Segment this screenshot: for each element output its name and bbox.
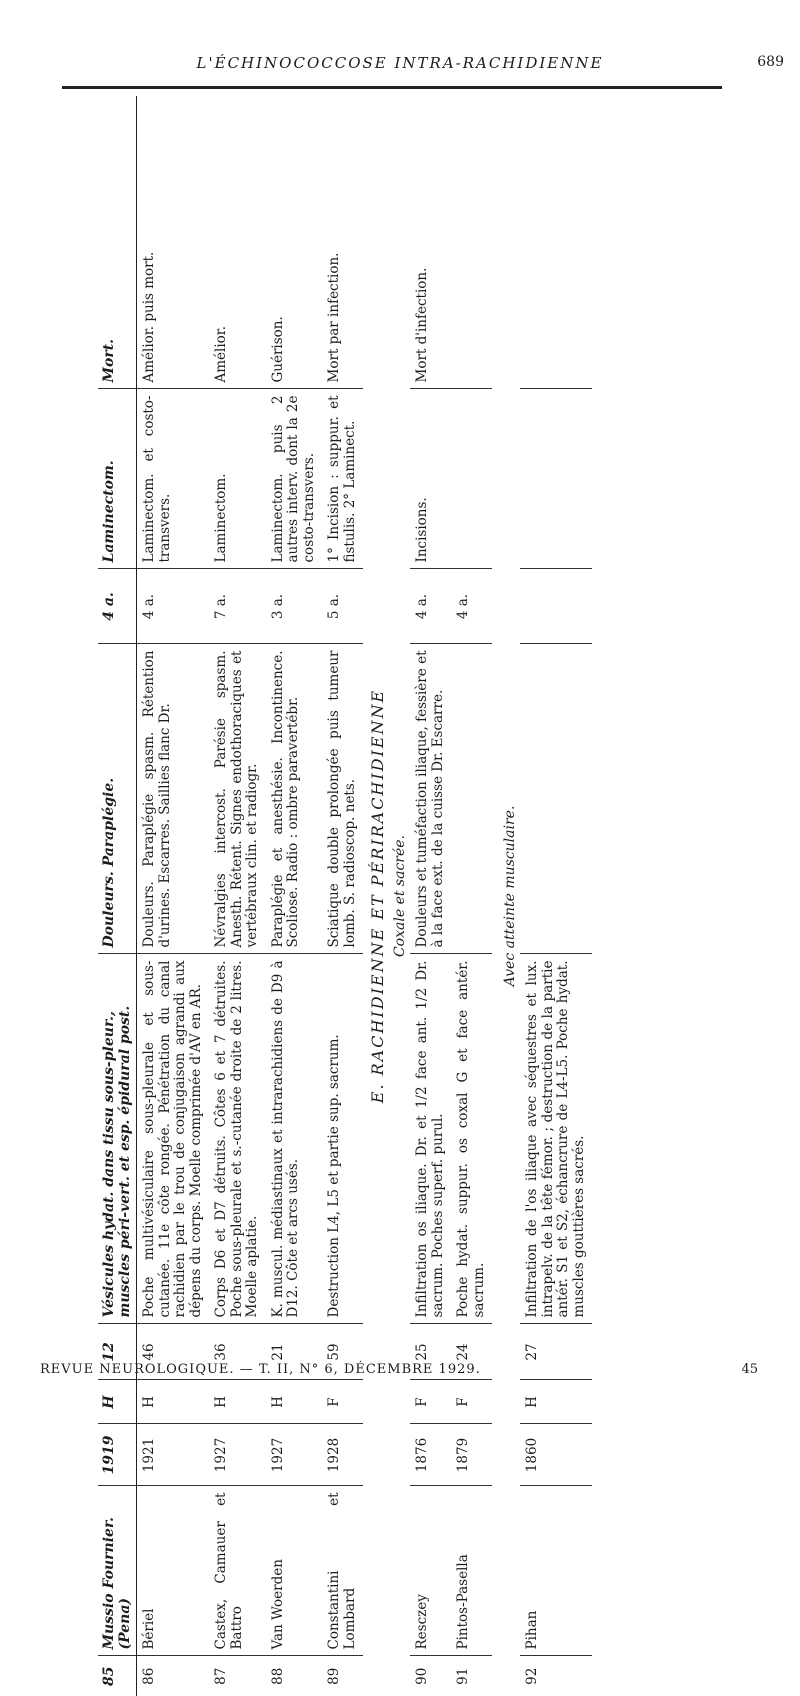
case-operation: 1° Incision : suppur. et fistulis. 2° Laminect. xyxy=(322,389,363,569)
case-operation: Laminectom. et costo-transvers. xyxy=(137,389,210,569)
case-age: 21 xyxy=(266,1324,323,1380)
case-number: 89 xyxy=(326,1667,343,1685)
case-age: 25 xyxy=(410,1324,451,1380)
case-duration: 4 a. xyxy=(137,569,210,644)
case-duration: 4 a. xyxy=(451,569,492,644)
section-heading xyxy=(492,96,520,1696)
header-row xyxy=(98,96,137,1696)
case-signs: Douleurs. Paraplégie spasm. Rétention d'urines. Escarres. Saillies flanc Dr. xyxy=(137,644,210,954)
case-duration xyxy=(520,569,592,644)
table-row xyxy=(520,96,592,1696)
case-number: 88 xyxy=(269,1667,286,1685)
case-duration: 3 a. xyxy=(266,569,323,644)
case-sex: H xyxy=(137,1380,210,1424)
table-row xyxy=(322,96,363,1696)
col-head-signs: Douleurs. Paraplégie. xyxy=(98,644,137,954)
case-lesion: Infiltration os iliaque. Dr. et 1/2 face ant. 1/2 Dr. sacrum. Poches superf. purul. xyxy=(410,954,451,1324)
case-result: Mort d'infection. xyxy=(410,96,451,389)
case-operation xyxy=(520,389,592,569)
running-head xyxy=(0,54,800,78)
col-head-sex: H xyxy=(98,1380,137,1424)
case-author: Resczey xyxy=(410,1486,451,1656)
case-operation xyxy=(451,389,492,569)
case-table xyxy=(98,96,592,1696)
case-sex: F xyxy=(322,1380,363,1424)
case-sex: H xyxy=(266,1380,323,1424)
col-head-year: 1919 xyxy=(98,1424,137,1486)
case-year: 1876 xyxy=(410,1424,451,1486)
case-author: Pintos-Pasella xyxy=(451,1486,492,1656)
col-head-op: Laminectom. xyxy=(98,389,137,569)
case-number: 92 xyxy=(524,1667,541,1685)
case-signs: Paraplégie et anesthésie. Incontinence. Scoliose. Radio : ombre paravertébr. xyxy=(266,644,323,954)
col-head-num: 85 xyxy=(98,1656,137,1696)
case-sex: H xyxy=(209,1380,266,1424)
col-head-result: Mort. xyxy=(98,96,137,389)
case-sex: F xyxy=(410,1380,451,1424)
table-row xyxy=(209,96,266,1696)
table-row xyxy=(266,96,323,1696)
top-rule xyxy=(62,86,722,89)
case-result: Guérison. xyxy=(266,96,323,389)
case-duration: 4 a. xyxy=(410,569,451,644)
section-heading-row xyxy=(492,96,520,1696)
section-heading xyxy=(363,96,410,1696)
section-title: E. RACHIDIENNE ET PÉRIRACHIDIENNE xyxy=(368,688,388,1104)
case-year: 1928 xyxy=(322,1424,363,1486)
case-author: Van Woerden xyxy=(266,1486,323,1656)
case-age: 27 xyxy=(520,1324,592,1380)
col-head-lesion: Vésicules hydat. dans tissu sous-pleur., muscles péri-vert. et esp. épidural post. xyxy=(98,954,137,1324)
col-head-age: 12 xyxy=(98,1324,137,1380)
case-sex: F xyxy=(451,1380,492,1424)
case-number: 91 xyxy=(455,1667,472,1685)
case-duration: 5 a. xyxy=(322,569,363,644)
case-lesion: Poche hydat. suppur. os coxal G et face antér. sacrum. xyxy=(451,954,492,1324)
case-year: 1927 xyxy=(209,1424,266,1486)
col-head-duration: 4 a. xyxy=(98,569,137,644)
case-sex: H xyxy=(520,1380,592,1424)
table-row xyxy=(410,96,451,1696)
case-year: 1921 xyxy=(137,1424,210,1486)
section-heading-row xyxy=(363,96,410,1696)
case-signs xyxy=(451,644,492,954)
case-operation: Laminectom. puis 2 autres interv. dont la 2e costo-transvers. xyxy=(266,389,323,569)
running-title: L'ÉCHINOCOCCOSE INTRA-RACHIDIENNE xyxy=(196,54,604,72)
case-year: 1927 xyxy=(266,1424,323,1486)
col-head-author: Mussio Fournier. (Pena) xyxy=(98,1486,137,1656)
case-age: 36 xyxy=(209,1324,266,1380)
case-result: Amélior. puis mort. xyxy=(137,96,210,389)
rotated-table-wrapper xyxy=(98,96,718,1696)
section-subtitle: Avec atteinte musculaire. xyxy=(502,805,519,987)
case-signs xyxy=(520,644,592,954)
case-lesion: Destruction L4, L5 et partie sup. sacrum. xyxy=(322,954,363,1324)
case-duration: 7 a. xyxy=(209,569,266,644)
case-lesion: K. muscul. médiastinaux et intrarachidiens de D9 à D12. Côte et arcs usés. xyxy=(266,954,323,1324)
case-lesion: Poche multivésiculaire sous-pleurale et sous-cutanée. 11e côte rongée. Pénétration du canal rachidien par le trou de conjugaison agrandi aux dépens du corps. Moelle comprimée d'AV en AR. xyxy=(137,954,210,1324)
section-subtitle: Coxale et sacrée. xyxy=(391,834,408,958)
case-operation: Laminectom. xyxy=(209,389,266,569)
case-age: 59 xyxy=(322,1324,363,1380)
table-row xyxy=(137,96,210,1696)
case-result: Amélior. xyxy=(209,96,266,389)
case-result xyxy=(520,96,592,389)
page-footer xyxy=(40,1362,780,1384)
case-signs: Sciatique double prolongée puis tumeur lomb. S. radioscop. nets. xyxy=(322,644,363,954)
signature-mark: 45 xyxy=(741,1362,758,1377)
page-number: 689 xyxy=(757,54,784,70)
case-author: Pihan xyxy=(520,1486,592,1656)
case-year: 1879 xyxy=(451,1424,492,1486)
case-number: 87 xyxy=(213,1667,230,1685)
case-operation: Incisions. xyxy=(410,389,451,569)
table-row xyxy=(451,96,492,1696)
case-signs: Douleurs et tuméfaction iliaque, fessière et à la face ext. de la cuisse Dr. Escarre. xyxy=(410,644,451,954)
journal-citation: REVUE NEUROLOGIQUE. — T. II, N° 6, DÉCEMBRE 1929. xyxy=(40,1362,481,1377)
case-lesion: Infiltration de l'os iliaque avec séquestres et lux. intrapelv. de la tête fémor. ; destruction de la partie antér. S1 et S2, échancrure de L4-L5. Poche hydat. muscles gouttières sacrés. xyxy=(520,954,592,1324)
case-author: Castex, Camauer et Battro xyxy=(209,1486,266,1656)
case-lesion: Corps D6 et D7 détruits. Côtes 6 et 7 détruites. Poche sous-pleurale et s.-cutanée droite de 2 litres. Moelle aplatie. xyxy=(209,954,266,1324)
case-author: Constantini et Lombard xyxy=(322,1486,363,1656)
case-number: 90 xyxy=(413,1667,430,1685)
case-age: 46 xyxy=(137,1324,210,1380)
case-result xyxy=(451,96,492,389)
case-age: 24 xyxy=(451,1324,492,1380)
case-signs: Névralgies intercost. Parésie spasm. Anesth. Rétent. Signes endothoraciques et vertébraux clin. et radiogr. xyxy=(209,644,266,954)
case-year: 1860 xyxy=(520,1424,592,1486)
case-result: Mort par infection. xyxy=(322,96,363,389)
case-author: Bériel xyxy=(137,1486,210,1656)
case-number: 86 xyxy=(141,1667,158,1685)
